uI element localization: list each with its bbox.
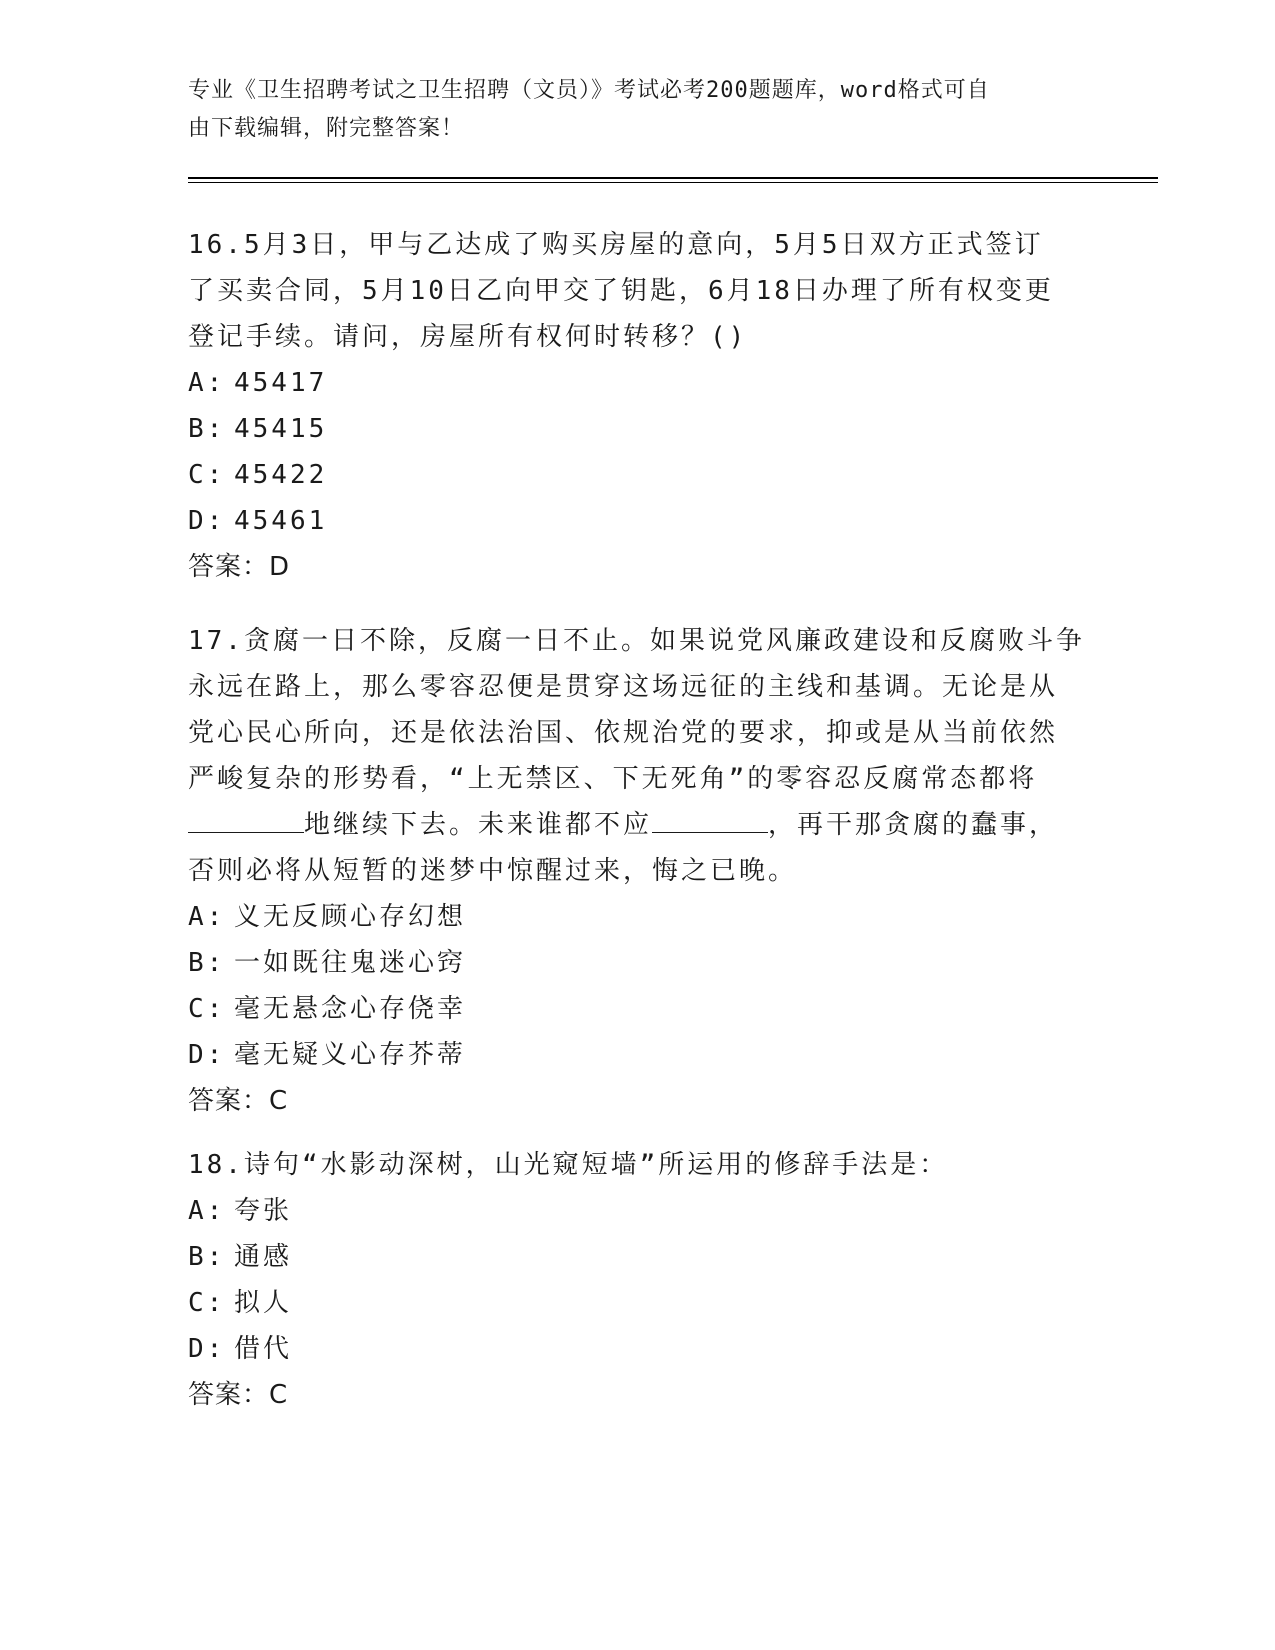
option-b [188,406,1088,452]
option-key: A: [188,368,226,398]
question-stem-line: 登记手续。请问，房屋所有权何时转移？() [188,322,748,352]
option-a [188,360,1088,406]
stem-fragment: ，再干那贪腐的蠢事， [768,810,1059,840]
option-b [188,1234,1088,1280]
option-text: 一如既往鬼迷心窍 [234,948,467,978]
header-divider-thin [188,182,1158,183]
option-text: 义无反顾心存幻想 [234,902,467,932]
question-stem-line: 了买卖合同，5月10日乙向甲交了钥匙，6月18日办理了所有权变更 [188,276,1054,306]
option-d [188,1326,1088,1372]
option-text: 借代 [234,1334,293,1364]
question-stem-line: 16.5月3日，甲与乙达成了购买房屋的意向，5月5日双方正式签订 [188,230,1044,260]
question-17 [188,618,1088,1124]
option-key: D: [188,506,226,536]
document-header [188,72,1068,148]
option-c [188,986,1088,1032]
header-divider-thick [188,177,1158,179]
question-18 [188,1142,1088,1418]
question-stem-blank-line [188,802,1088,848]
option-key: C: [188,994,226,1024]
option-text: 夸张 [234,1196,293,1226]
option-text: 毫无悬念心存侥幸 [234,994,467,1024]
question-16 [188,222,1088,590]
answer-line: 答案：C [188,1086,289,1116]
option-a [188,1188,1088,1234]
option-a [188,894,1088,940]
option-text: 拟人 [234,1288,293,1318]
option-key: C: [188,460,226,490]
option-key: A: [188,902,226,932]
option-key: D: [188,1334,226,1364]
question-stem-line: 严峻复杂的形势看，“上无禁区、下无死角”的零容忍反腐常态都将 [188,764,1038,794]
option-b [188,940,1088,986]
option-key: C: [188,1288,226,1318]
fill-in-blank [188,806,304,833]
stem-fragment: 地继续下去。未来谁都不应 [304,810,653,840]
option-key: D: [188,1040,226,1070]
option-text: 45415 [234,414,328,444]
fill-in-blank [652,806,768,833]
option-text: 毫无疑义心存芥蒂 [234,1040,467,1070]
question-stem-line: 18.诗句“水影动深树，山光窥短墙”所运用的修辞手法是： [188,1150,949,1180]
option-text: 45461 [234,506,328,536]
option-key: B: [188,948,226,978]
question-stem-line: 党心民心所向，还是依法治国、依规治党的要求，抑或是从当前依然 [188,718,1059,748]
option-key: B: [188,414,226,444]
question-stem-line: 17.贪腐一日不除，反腐一日不止。如果说党风廉政建设和反腐败斗争 [188,626,1085,656]
option-key: B: [188,1242,226,1272]
answer-line: 答案：C [188,1380,289,1410]
option-c [188,1280,1088,1326]
answer-line: 答案：D [188,552,291,582]
header-line-2: 由下载编辑，附完整答案！ [188,116,465,141]
header-line-1: 专业《卫生招聘考试之卫生招聘（文员）》考试必考200题题库，word格式可自 [188,78,990,103]
option-key: A: [188,1196,226,1226]
option-text: 通感 [234,1242,293,1272]
option-c [188,452,1088,498]
option-d [188,498,1088,544]
question-stem-line: 否则必将从短暂的迷梦中惊醒过来，悔之已晚。 [188,856,798,886]
option-text: 45422 [234,460,328,490]
question-stem-line: 永远在路上，那么零容忍便是贯穿这场远征的主线和基调。无论是从 [188,672,1059,702]
option-d [188,1032,1088,1078]
option-text: 45417 [234,368,328,398]
